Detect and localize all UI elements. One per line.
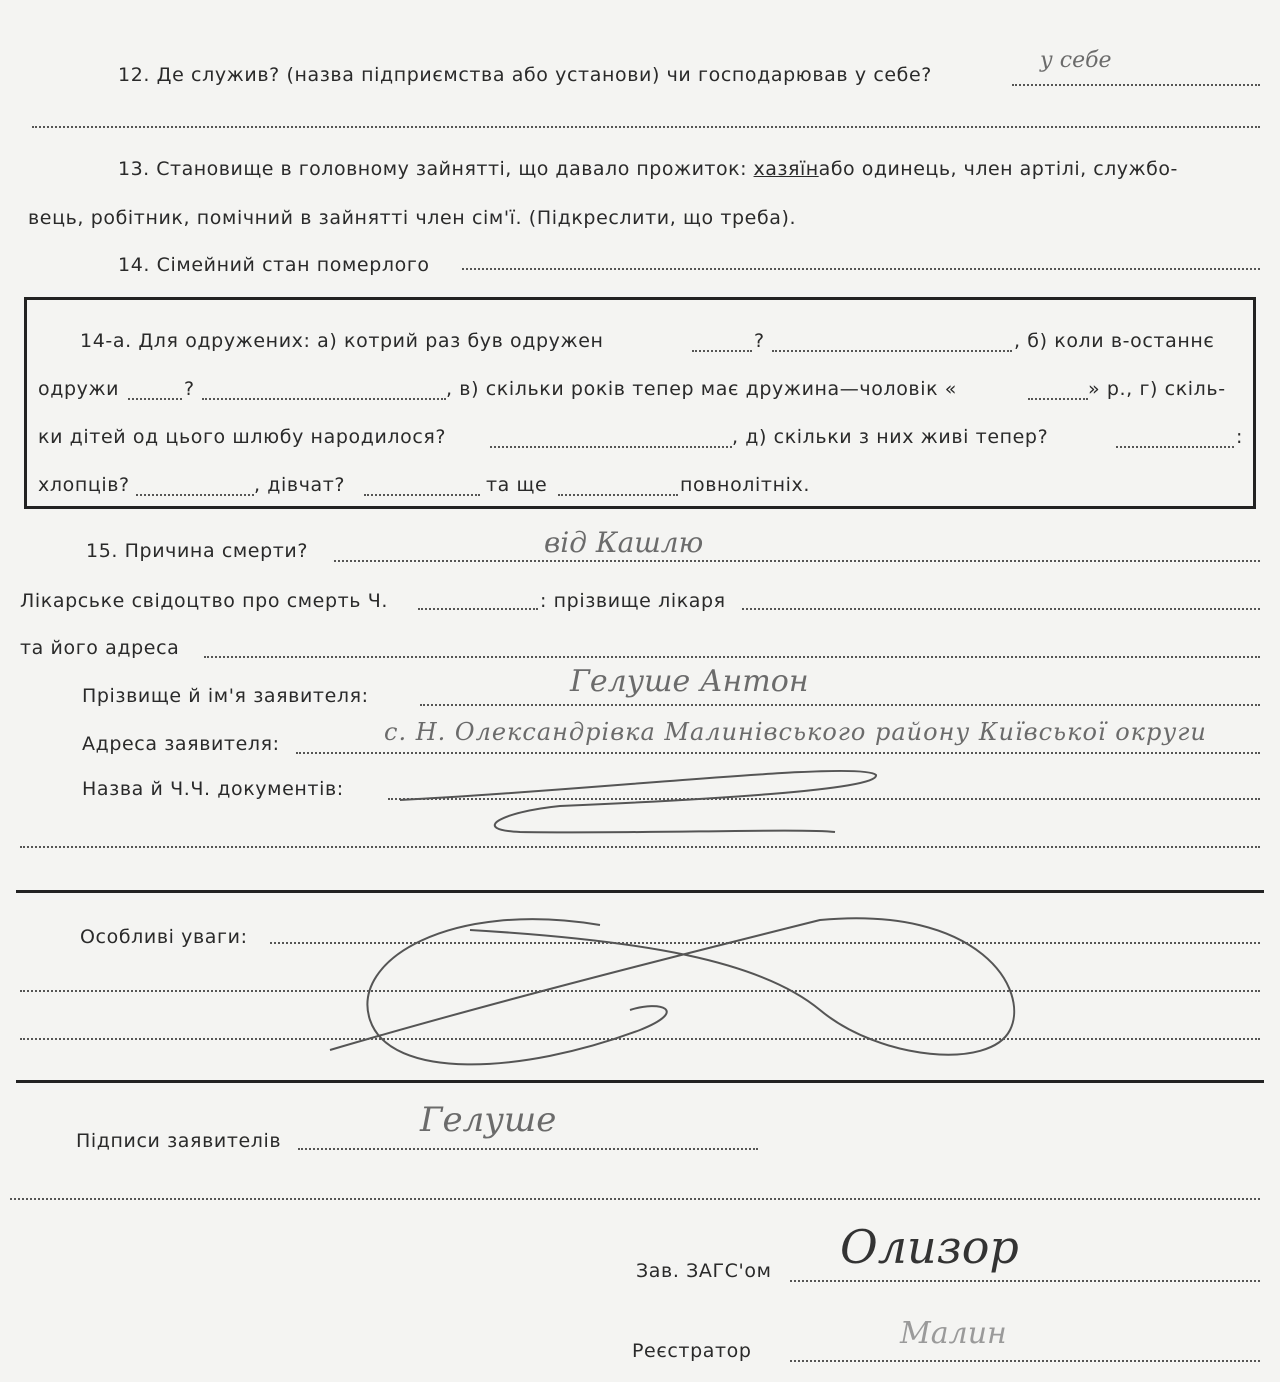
notes-loop-left (367, 919, 666, 1064)
doctor-address-label: та його адреса (20, 637, 180, 659)
q14-label: 14. Сімейний стан померлого (118, 254, 430, 276)
q13-line1-end: або одинець, член артілі, службо- (818, 158, 1178, 180)
q14a-l4-b: , дівчат? (254, 474, 346, 496)
registrar-signature: Малин (900, 1316, 1007, 1351)
zags-signature: Олизор (840, 1220, 1019, 1274)
documents-cancel-stroke (400, 771, 876, 833)
q14a-l1-a: 14-а. Для одружених: а) котрий раз був одружен (80, 330, 604, 352)
doctor-certificate-label: Лікарське свідоцтво про смерть Ч. (20, 590, 388, 612)
q14a-l1-c: , б) коли в-останнє (1014, 330, 1215, 352)
q14a-l4-a: хлопців? (38, 474, 130, 496)
q14a-l3-a: ки дітей од цього шлюбу народилося? (38, 426, 447, 448)
doctor-surname-label: : прізвище лікаря (540, 590, 726, 612)
documents-label: Назва й Ч.Ч. документів: (82, 778, 344, 800)
notes-label: Особливі уваги: (80, 926, 248, 948)
applicant-address-value: с. Н. Олександрівка Малинівського району Київської округи (384, 718, 1207, 746)
q12-answer: у себе (1040, 48, 1112, 73)
q13-line1-start: 13. Становище в головному зайнятті, що давало прожиток: (118, 158, 747, 180)
q14a-l2-c: , в) скільки років тепер має дружина—чоловік « (446, 378, 958, 400)
q12-label: 12. Де служив? (назва підприємства або установи) чи господарював у себе? (118, 64, 932, 86)
q13-line2: вець, робітник, помічний в зайнятті член сім'ї. (Підкреслити, що треба). (28, 207, 797, 229)
signatures-label: Підписи заявителів (76, 1130, 282, 1152)
applicant-address-label: Адреса заявителя: (82, 733, 280, 755)
signatures-value: Гелуше (420, 1100, 557, 1140)
q14a-l4-d: повнолітніх. (680, 474, 810, 496)
q15-label: 15. Причина смерти? (86, 540, 309, 562)
q14a-l2-a: одружи (38, 378, 120, 400)
q14a-l4-c: та ще (486, 474, 548, 496)
applicant-name-label: Прізвище й ім'я заявителя: (82, 685, 369, 707)
applicant-name-value: Гелуше Антон (570, 664, 809, 699)
q14a-l2-d: » р., г) скіль- (1088, 378, 1226, 400)
registrar-label: Реєстратор (632, 1340, 752, 1362)
notes-loop-right (330, 918, 1014, 1054)
q13-underlined-option[interactable]: хазяїн (753, 158, 819, 180)
q14a-l3-c: : (1236, 426, 1244, 448)
q14a-l2-b: ? (184, 378, 195, 400)
zags-label: Зав. ЗАГС'ом (636, 1260, 772, 1282)
q14a-l3-b: , д) скільки з них живі тепер? (732, 426, 1049, 448)
q15-answer: від Кашлю (544, 526, 704, 559)
q14a-l1-b: ? (754, 330, 765, 352)
